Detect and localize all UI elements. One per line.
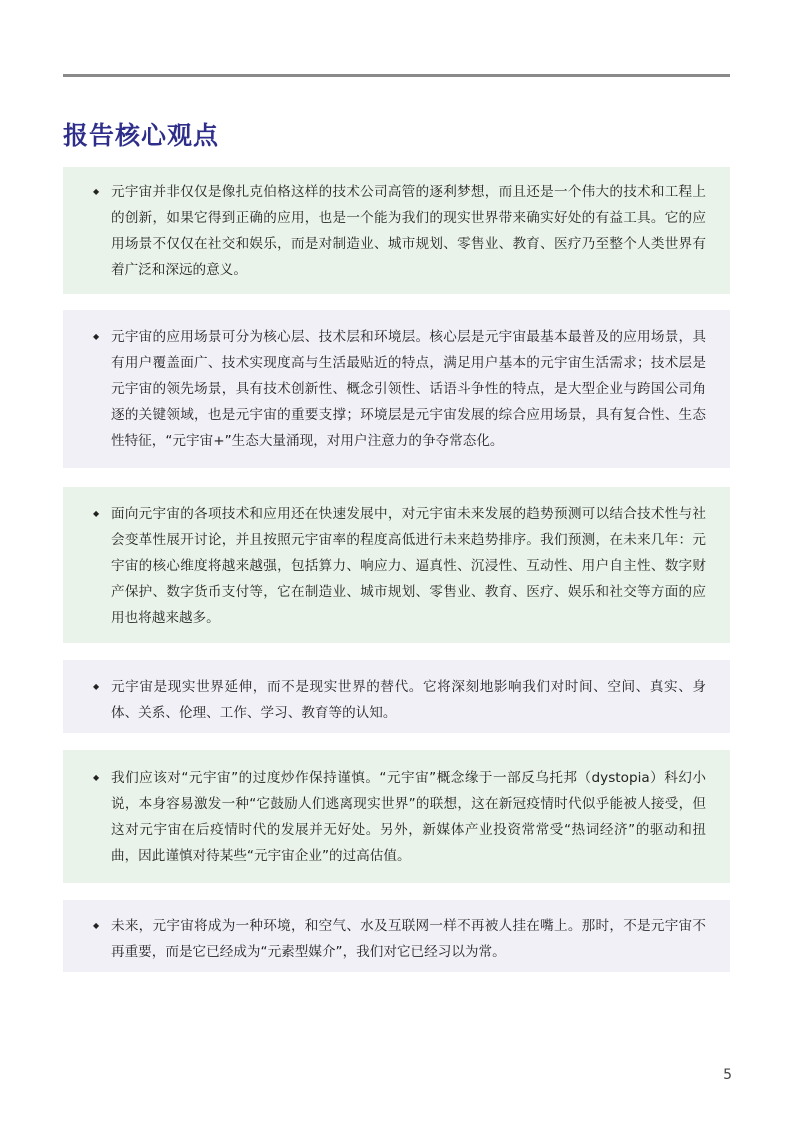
diamond-bullet-icon: ◆ [93,682,100,691]
diamond-bullet-icon: ◆ [93,509,100,518]
key-point-box [63,310,730,468]
diamond-bullet-icon: ◆ [93,773,100,782]
key-point-text: 元宇宙是现实世界延伸，而不是现实世界的替代。它将深刻地影响我们对时间、空间、真实、身体、关系、伦理、工作、学习、教育等的认知。 [111,679,706,721]
page-number: 5 [723,1067,732,1083]
key-point-box [63,900,730,972]
key-point-box [63,750,730,883]
key-point-text: 我们应该对“元宇宙”的过度炒作保持谨慎。“元宇宙”概念缘于一部反乌托邦（dystopia）科幻小说，本身容易激发一种“它鼓励人们逃离现实世界”的联想，这在新冠疫情时代似乎能被人接受，但这对元宇宙在后疫情时代的发展并无好处。另外，新媒体产业投资常常受“热词经济”的驱动和扭曲，因此谨慎对待某些“元宇宙企业”的过高估值。 [111,770,706,864]
key-point-text: 元宇宙的应用场景可分为核心层、技术层和环境层。核心层是元宇宙最基本最普及的应用场景，具有用户覆盖面广、技术实现度高与生活最贴近的特点，满足用户基本的元宇宙生活需求；技术层是元宇宙的领先场景，具有技术创新性、概念引领性、话语斗争性的特点，是大型企业与跨国公司角逐的关键领域，也是元宇宙的重要支撑；环境层是元宇宙发展的综合应用场景，具有复合性、生态性特征，“元宇宙+”生态大量涌现，对用户注意力的争夺常态化。 [111,329,706,449]
key-point-box [63,487,730,643]
diamond-bullet-icon: ◆ [93,332,100,341]
diamond-bullet-icon: ◆ [93,921,100,930]
key-point-text: 未来，元宇宙将成为一种环境，和空气、水及互联网一样不再被人挂在嘴上。那时，不是元宇宙不再重要，而是它已经成为“元素型媒介”，我们对它已经习以为常。 [111,918,706,960]
diamond-bullet-icon: ◆ [93,187,100,196]
key-point-box [63,660,730,733]
header-divider [63,74,730,77]
key-point-text: 元宇宙并非仅仅是像扎克伯格这样的技术公司高管的逐利梦想，而且还是一个伟大的技术和工程上的创新，如果它得到正确的应用，也是一个能为我们的现实世界带来确实好处的有益工具。它的应用场景不仅仅在社交和娱乐，而是对制造业、城市规划、零售业、教育、医疗乃至整个人类世界有着广泛和深远的意义。 [111,184,706,278]
page-title: 报告核心观点 [63,121,220,150]
key-point-text: 面向元宇宙的各项技术和应用还在快速发展中，对元宇宙未来发展的趋势预测可以结合技术性与社会变革性展开讨论，并且按照元宇宙率的程度高低进行未来趋势排序。我们预测，在未来几年：元宇宙的核心维度将越来越强，包括算力、响应力、逼真性、沉浸性、互动性、用户自主性、数字财产保护、数字货币支付等，它在制造业、城市规划、零售业、教育、医疗、娱乐和社交等方面的应用也将越来越多。 [111,506,706,626]
key-point-box [63,167,730,294]
